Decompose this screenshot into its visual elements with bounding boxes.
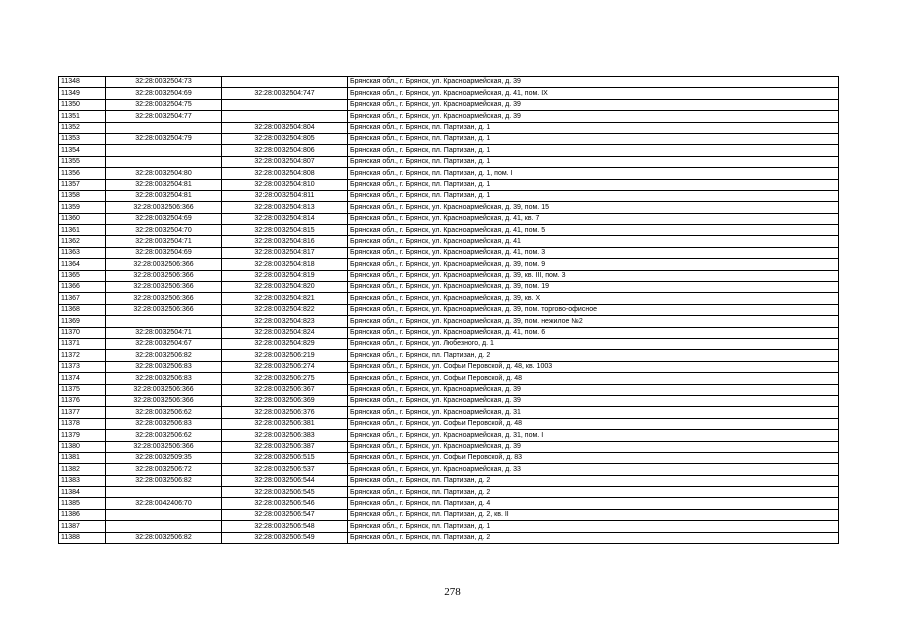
row-number-cell: 11348 — [59, 77, 106, 88]
row-number-cell: 11381 — [59, 452, 106, 463]
address-cell: Брянская обл., г. Брянск, ул. Красноармейская, д. 39, кв. X — [348, 293, 839, 304]
address-cell: Брянская обл., г. Брянск, пл. Партизан, д. 1 — [348, 145, 839, 156]
cadastral-number-cell: 32:28:0032504:80 — [106, 168, 222, 179]
row-number-cell: 11375 — [59, 384, 106, 395]
address-cell: Брянская обл., г. Брянск, ул. Софьи Перовской, д. 48 — [348, 373, 839, 384]
cadastral-number-cell: 32:28:0032504:69 — [106, 88, 222, 99]
cadastral-number-cell: 32:28:0032504:70 — [106, 225, 222, 236]
table-row — [59, 145, 839, 156]
cadastral-number-cell: 32:28:0032504:79 — [106, 133, 222, 144]
cadastral-number-cell: 32:28:0032506:366 — [106, 282, 222, 293]
cadastral-number-cell: 32:28:0032506:366 — [106, 259, 222, 270]
table-row — [59, 498, 839, 509]
address-cell: Брянская обл., г. Брянск, ул. Красноармейская, д. 39 — [348, 384, 839, 395]
address-cell: Брянская обл., г. Брянск, пл. Партизан, д. 1, пом. I — [348, 168, 839, 179]
table-row — [59, 361, 839, 372]
address-cell: Брянская обл., г. Брянск, ул. Красноармейская, д. 39, пом. 19 — [348, 282, 839, 293]
object-cadastral-number-cell: 32:28:0032504:810 — [222, 179, 348, 190]
row-number-cell: 11355 — [59, 156, 106, 167]
address-cell: Брянская обл., г. Брянск, пл. Партизан, д. 1 — [348, 122, 839, 133]
row-number-cell: 11362 — [59, 236, 106, 247]
address-cell: Брянская обл., г. Брянск, пл. Партизан, д. 2 — [348, 475, 839, 486]
row-number-cell: 11376 — [59, 395, 106, 406]
object-cadastral-number-cell: 32:28:0032506:275 — [222, 373, 348, 384]
address-cell: Брянская обл., г. Брянск, ул. Красноармейская, д. 39 — [348, 395, 839, 406]
object-cadastral-number-cell: 32:28:0032504:821 — [222, 293, 348, 304]
cadastral-number-cell: 32:28:0032506:83 — [106, 361, 222, 372]
row-number-cell: 11356 — [59, 168, 106, 179]
table-row — [59, 282, 839, 293]
cadastral-number-cell: 32:28:0032506:82 — [106, 475, 222, 486]
cadastral-number-cell: 32:28:0032504:69 — [106, 213, 222, 224]
cadastral-number-cell: 32:28:0032506:366 — [106, 202, 222, 213]
table-row — [59, 77, 839, 88]
table-row — [59, 293, 839, 304]
table-row — [59, 338, 839, 349]
object-cadastral-number-cell: 32:28:0032504:819 — [222, 270, 348, 281]
address-cell: Брянская обл., г. Брянск, пл. Партизан, д. 2 — [348, 487, 839, 498]
row-number-cell: 11363 — [59, 247, 106, 258]
table-row — [59, 202, 839, 213]
address-cell: Брянская обл., г. Брянск, ул. Красноармейская, д. 41, пом. 5 — [348, 225, 839, 236]
address-cell: Брянская обл., г. Брянск, ул. Красноармейская, д. 39 — [348, 111, 839, 122]
object-cadastral-number-cell: 32:28:0032506:537 — [222, 464, 348, 475]
object-cadastral-number-cell: 32:28:0032504:806 — [222, 145, 348, 156]
table-row — [59, 418, 839, 429]
cadastral-number-cell: 32:28:0032506:83 — [106, 418, 222, 429]
address-cell: Брянская обл., г. Брянск, ул. Красноармейская, д. 31 — [348, 407, 839, 418]
address-cell: Брянская обл., г. Брянск, ул. Софьи Перовской, д. 83 — [348, 452, 839, 463]
object-cadastral-number-cell: 32:28:0032506:515 — [222, 452, 348, 463]
table-row — [59, 259, 839, 270]
address-cell: Брянская обл., г. Брянск, пл. Партизан, д. 1 — [348, 521, 839, 532]
address-cell: Брянская обл., г. Брянск, пл. Партизан, д. 4 — [348, 498, 839, 509]
object-cadastral-number-cell — [222, 99, 348, 110]
table-row — [59, 487, 839, 498]
table-row — [59, 475, 839, 486]
table-row — [59, 236, 839, 247]
cadastral-number-cell: 32:28:0032506:62 — [106, 407, 222, 418]
table-row — [59, 532, 839, 543]
row-number-cell: 11361 — [59, 225, 106, 236]
address-cell: Брянская обл., г. Брянск, пл. Партизан, д. 2 — [348, 532, 839, 543]
cadastral-number-cell: 32:28:0032506:82 — [106, 532, 222, 543]
object-cadastral-number-cell: 32:28:0032504:816 — [222, 236, 348, 247]
object-cadastral-number-cell: 32:28:0032506:546 — [222, 498, 348, 509]
row-number-cell: 11364 — [59, 259, 106, 270]
address-cell: Брянская обл., г. Брянск, ул. Софьи Перовской, д. 48 — [348, 418, 839, 429]
cadastral-number-cell: 32:28:0032506:366 — [106, 270, 222, 281]
row-number-cell: 11387 — [59, 521, 106, 532]
row-number-cell: 11366 — [59, 282, 106, 293]
object-cadastral-number-cell: 32:28:0032504:807 — [222, 156, 348, 167]
object-cadastral-number-cell: 32:28:0032504:824 — [222, 327, 348, 338]
row-number-cell: 11359 — [59, 202, 106, 213]
object-cadastral-number-cell: 32:28:0032504:817 — [222, 247, 348, 258]
object-cadastral-number-cell: 32:28:0032506:376 — [222, 407, 348, 418]
object-cadastral-number-cell: 32:28:0032504:808 — [222, 168, 348, 179]
address-cell: Брянская обл., г. Брянск, ул. Красноармейская, д. 31, пом. I — [348, 430, 839, 441]
cadastral-number-cell: 32:28:0032506:82 — [106, 350, 222, 361]
table-row — [59, 327, 839, 338]
table-row — [59, 373, 839, 384]
object-cadastral-number-cell: 32:28:0032506:383 — [222, 430, 348, 441]
row-number-cell: 11379 — [59, 430, 106, 441]
table-row — [59, 304, 839, 315]
table-row — [59, 168, 839, 179]
table-row — [59, 213, 839, 224]
cadastral-number-cell: 32:28:0032509:35 — [106, 452, 222, 463]
table-row — [59, 395, 839, 406]
address-cell: Брянская обл., г. Брянск, ул. Любезного, д. 1 — [348, 338, 839, 349]
row-number-cell: 11377 — [59, 407, 106, 418]
object-cadastral-number-cell: 32:28:0032504:823 — [222, 316, 348, 327]
cadastral-number-cell — [106, 509, 222, 520]
cadastral-number-cell: 32:28:0032506:366 — [106, 441, 222, 452]
row-number-cell: 11370 — [59, 327, 106, 338]
table-row — [59, 88, 839, 99]
cadastral-number-cell: 32:28:0032506:366 — [106, 304, 222, 315]
object-cadastral-number-cell: 32:28:0032506:544 — [222, 475, 348, 486]
address-cell: Брянская обл., г. Брянск, ул. Красноармейская, д. 41, пом. 3 — [348, 247, 839, 258]
table-row — [59, 99, 839, 110]
address-cell: Брянская обл., г. Брянск, ул. Красноармейская, д. 39 — [348, 441, 839, 452]
table-row — [59, 190, 839, 201]
table-row — [59, 350, 839, 361]
row-number-cell: 11360 — [59, 213, 106, 224]
table-row — [59, 133, 839, 144]
registry-table — [58, 76, 839, 544]
row-number-cell: 11371 — [59, 338, 106, 349]
cadastral-number-cell: 32:28:0032504:71 — [106, 236, 222, 247]
table-row — [59, 225, 839, 236]
row-number-cell: 11367 — [59, 293, 106, 304]
cadastral-number-cell — [106, 156, 222, 167]
cadastral-number-cell: 32:28:0032504:81 — [106, 190, 222, 201]
address-cell: Брянская обл., г. Брянск, ул. Софьи Перовской, д. 48, кв. 1003 — [348, 361, 839, 372]
table-row — [59, 407, 839, 418]
row-number-cell: 11383 — [59, 475, 106, 486]
address-cell: Брянская обл., г. Брянск, ул. Красноармейская, д. 39 — [348, 77, 839, 88]
address-cell: Брянская обл., г. Брянск, пл. Партизан, д. 2, кв. II — [348, 509, 839, 520]
object-cadastral-number-cell: 32:28:0032504:804 — [222, 122, 348, 133]
object-cadastral-number-cell: 32:28:0032504:747 — [222, 88, 348, 99]
row-number-cell: 11380 — [59, 441, 106, 452]
table-row — [59, 179, 839, 190]
row-number-cell: 11349 — [59, 88, 106, 99]
row-number-cell: 11351 — [59, 111, 106, 122]
table-row — [59, 509, 839, 520]
row-number-cell: 11365 — [59, 270, 106, 281]
object-cadastral-number-cell: 32:28:0032506:381 — [222, 418, 348, 429]
cadastral-number-cell — [106, 521, 222, 532]
row-number-cell: 11357 — [59, 179, 106, 190]
table-row — [59, 156, 839, 167]
cadastral-number-cell: 32:28:0032504:71 — [106, 327, 222, 338]
object-cadastral-number-cell: 32:28:0032504:818 — [222, 259, 348, 270]
cadastral-number-cell: 32:28:0032504:67 — [106, 338, 222, 349]
cadastral-number-cell — [106, 122, 222, 133]
address-cell: Брянская обл., г. Брянск, ул. Красноармейская, д. 39, пом. нежилое №2 — [348, 316, 839, 327]
object-cadastral-number-cell: 32:28:0032506:369 — [222, 395, 348, 406]
row-number-cell: 11354 — [59, 145, 106, 156]
address-cell: Брянская обл., г. Брянск, ул. Красноармейская, д. 41 — [348, 236, 839, 247]
address-cell: Брянская обл., г. Брянск, ул. Красноармейская, д. 39, пом. торгово-офисное — [348, 304, 839, 315]
object-cadastral-number-cell: 32:28:0032506:547 — [222, 509, 348, 520]
object-cadastral-number-cell: 32:28:0032504:820 — [222, 282, 348, 293]
table-row — [59, 452, 839, 463]
row-number-cell: 11386 — [59, 509, 106, 520]
cadastral-number-cell: 32:28:0032506:62 — [106, 430, 222, 441]
row-number-cell: 11373 — [59, 361, 106, 372]
table-row — [59, 122, 839, 133]
address-cell: Брянская обл., г. Брянск, ул. Красноармейская, д. 41, пом. IX — [348, 88, 839, 99]
object-cadastral-number-cell — [222, 111, 348, 122]
cadastral-number-cell: 32:28:0032506:366 — [106, 384, 222, 395]
cadastral-number-cell: 32:28:0032504:81 — [106, 179, 222, 190]
row-number-cell: 11385 — [59, 498, 106, 509]
table-row — [59, 430, 839, 441]
row-number-cell: 11352 — [59, 122, 106, 133]
row-number-cell: 11358 — [59, 190, 106, 201]
table-row — [59, 316, 839, 327]
object-cadastral-number-cell: 32:28:0032504:829 — [222, 338, 348, 349]
address-cell: Брянская обл., г. Брянск, пл. Партизан, д. 2 — [348, 350, 839, 361]
address-cell: Брянская обл., г. Брянск, пл. Партизан, д. 1 — [348, 190, 839, 201]
address-cell: Брянская обл., г. Брянск, ул. Красноармейская, д. 39 — [348, 99, 839, 110]
row-number-cell: 11378 — [59, 418, 106, 429]
cadastral-number-cell: 32:28:0032506:366 — [106, 293, 222, 304]
object-cadastral-number-cell: 32:28:0032506:274 — [222, 361, 348, 372]
object-cadastral-number-cell: 32:28:0032504:811 — [222, 190, 348, 201]
object-cadastral-number-cell: 32:28:0032506:219 — [222, 350, 348, 361]
address-cell: Брянская обл., г. Брянск, ул. Красноармейская, д. 39, пом. 9 — [348, 259, 839, 270]
address-cell: Брянская обл., г. Брянск, ул. Красноармейская, д. 41, пом. 6 — [348, 327, 839, 338]
object-cadastral-number-cell: 32:28:0032504:815 — [222, 225, 348, 236]
row-number-cell: 11382 — [59, 464, 106, 475]
cadastral-number-cell: 32:28:0032506:83 — [106, 373, 222, 384]
row-number-cell: 11368 — [59, 304, 106, 315]
address-cell: Брянская обл., г. Брянск, пл. Партизан, д. 1 — [348, 179, 839, 190]
row-number-cell: 11369 — [59, 316, 106, 327]
cadastral-number-cell — [106, 145, 222, 156]
row-number-cell: 11350 — [59, 99, 106, 110]
address-cell: Брянская обл., г. Брянск, ул. Красноармейская, д. 33 — [348, 464, 839, 475]
row-number-cell: 11384 — [59, 487, 106, 498]
row-number-cell: 11388 — [59, 532, 106, 543]
cadastral-number-cell: 32:28:0042406:70 — [106, 498, 222, 509]
cadastral-number-cell: 32:28:0032504:77 — [106, 111, 222, 122]
cadastral-number-cell: 32:28:0032504:73 — [106, 77, 222, 88]
object-cadastral-number-cell: 32:28:0032504:814 — [222, 213, 348, 224]
object-cadastral-number-cell: 32:28:0032506:367 — [222, 384, 348, 395]
table-row — [59, 441, 839, 452]
row-number-cell: 11353 — [59, 133, 106, 144]
table-row — [59, 111, 839, 122]
table-row — [59, 464, 839, 475]
address-cell: Брянская обл., г. Брянск, ул. Красноармейская, д. 39, кв. III, пом. 3 — [348, 270, 839, 281]
cadastral-number-cell — [106, 316, 222, 327]
registry-table-body — [59, 77, 839, 544]
address-cell: Брянская обл., г. Брянск, ул. Красноармейская, д. 41, кв. 7 — [348, 213, 839, 224]
address-cell: Брянская обл., г. Брянск, пл. Партизан, д. 1 — [348, 133, 839, 144]
cadastral-number-cell: 32:28:0032504:75 — [106, 99, 222, 110]
row-number-cell: 11374 — [59, 373, 106, 384]
object-cadastral-number-cell: 32:28:0032506:387 — [222, 441, 348, 452]
page-number: 278 — [444, 586, 461, 598]
object-cadastral-number-cell: 32:28:0032506:549 — [222, 532, 348, 543]
object-cadastral-number-cell: 32:28:0032506:548 — [222, 521, 348, 532]
table-row — [59, 521, 839, 532]
address-cell: Брянская обл., г. Брянск, ул. Красноармейская, д. 39, пом. 15 — [348, 202, 839, 213]
cadastral-number-cell — [106, 487, 222, 498]
object-cadastral-number-cell: 32:28:0032506:545 — [222, 487, 348, 498]
cadastral-number-cell: 32:28:0032506:72 — [106, 464, 222, 475]
address-cell: Брянская обл., г. Брянск, пл. Партизан, д. 1 — [348, 156, 839, 167]
object-cadastral-number-cell: 32:28:0032504:822 — [222, 304, 348, 315]
cadastral-number-cell: 32:28:0032504:69 — [106, 247, 222, 258]
cadastral-number-cell: 32:28:0032506:366 — [106, 395, 222, 406]
object-cadastral-number-cell: 32:28:0032504:813 — [222, 202, 348, 213]
object-cadastral-number-cell: 32:28:0032504:805 — [222, 133, 348, 144]
row-number-cell: 11372 — [59, 350, 106, 361]
table-row — [59, 384, 839, 395]
table-row — [59, 247, 839, 258]
object-cadastral-number-cell — [222, 77, 348, 88]
table-row — [59, 270, 839, 281]
